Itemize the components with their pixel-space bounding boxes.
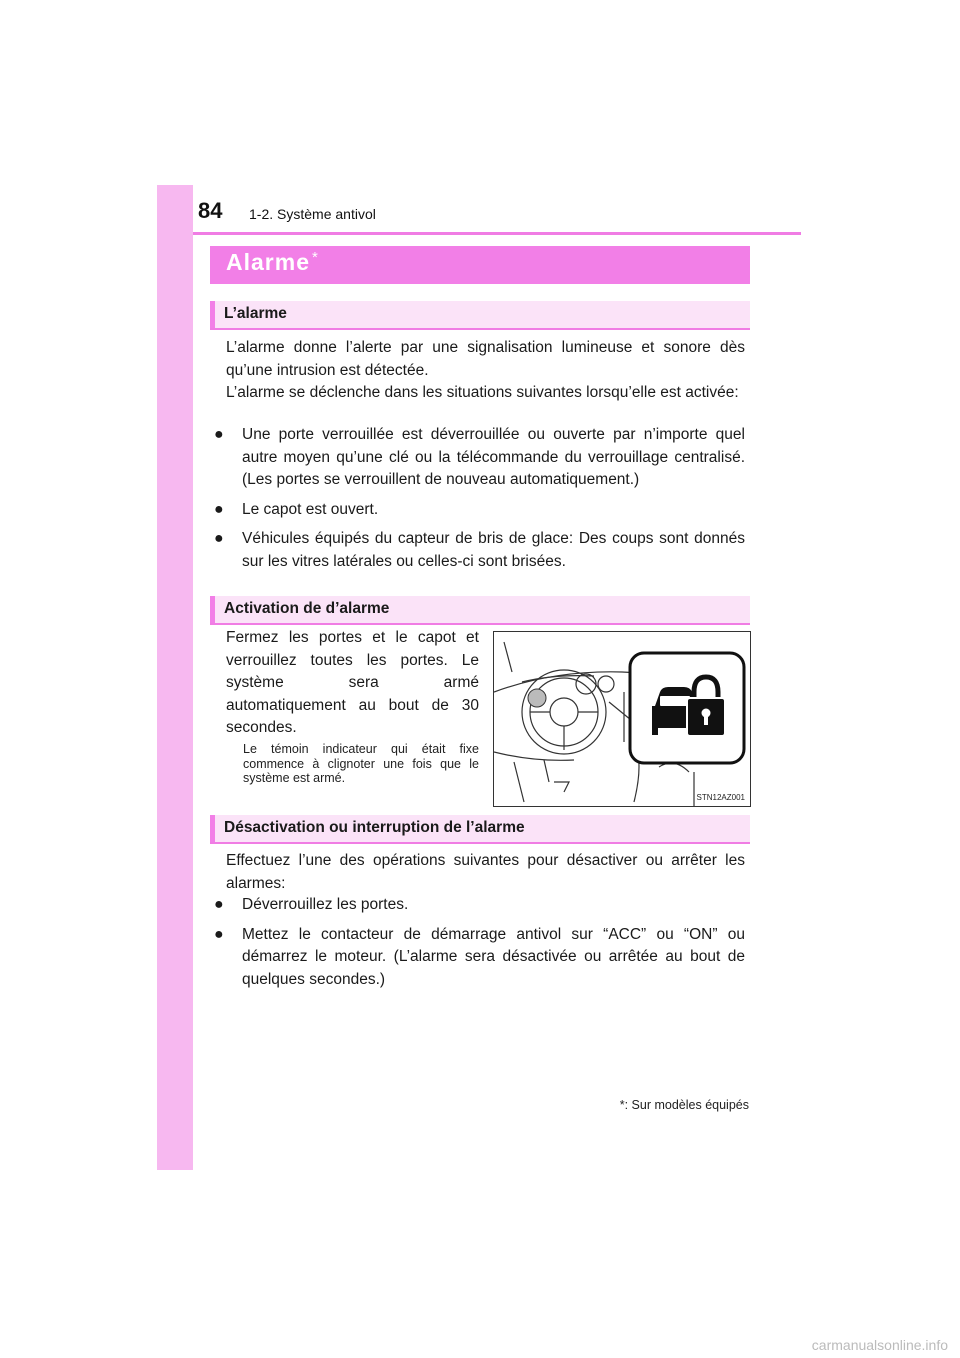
list-item [214,894,745,917]
page-title-bar [210,246,750,284]
list-item-text: Déverrouillez les portes. [242,896,409,913]
bullet-icon: ● [214,530,224,547]
list-item-text: Le capot est ouvert. [242,500,379,518]
list-item [214,528,745,573]
trigger-conditions-list [214,424,745,580]
activation-paragraph: Fermez les portes et le capot et verrouillez toutes les portes. Le système sera armé automatiquement au bout de 30 secondes. [226,629,479,737]
list-item-text: Une porte verrouillée est déverrouillée ou ouverte par n’importe quel autre moyen qu’une clé ou la télécommande du verrouillage centralisé. (Les portes se verrouillent de nouveau automatiquement.) [242,426,745,488]
list-item-text: Mettez le contacteur de démarrage antivol sur “ACC” ou “ON” ou démarrez le moteur. (L’alarme sera désactivée ou arrêtée au bout de quelques secondes.) [242,925,745,988]
bullet-icon: ● [214,426,224,443]
intro-paragraph: L’alarme se déclenche dans les situations suivantes lorsqu’elle est activée: [226,384,739,401]
section-title: L’alarme [224,305,287,322]
section-heading-deactivation [210,815,750,844]
page-title-text: Alarme [226,249,310,275]
dashboard-illustration [493,631,751,807]
list-item [214,499,745,522]
section-intro [226,337,745,405]
page-title [226,249,319,276]
watermark-text: carmanualsonline.info [811,1337,948,1353]
bullet-icon: ● [214,500,224,518]
chapter-title: 1-2. Système antivol [249,206,376,222]
equipment-marker: * [311,249,319,266]
list-item [214,924,745,992]
chapter-side-tab [157,185,193,1170]
bullet-icon: ● [214,896,224,913]
section-title: Désactivation ou interruption de l’alarme [224,819,525,836]
section-heading-alarm [210,301,750,330]
section-title: Activation de d’alarme [224,600,390,617]
deactivation-methods-list [214,894,745,998]
equipment-footnote: *: Sur modèles équipés [619,1098,749,1112]
indicator-highlight [528,689,546,707]
section-heading-activation [210,596,750,625]
intro-paragraph: L’alarme donne l’alerte par une signalisation lumineuse et sonore dès qu’une intrusion est détectée. [226,339,745,379]
header-divider [193,232,801,235]
figure-code: STN12AZ001 [696,793,745,802]
dashboard-drawing [494,632,750,806]
list-item-text: Véhicules équipés du capteur de bris de glace: Des coups sont donnés sur les vitres latérales ou celles-ci sont brisées. [242,530,745,570]
activation-note: Le témoin indicateur qui était fixe commence à clignoter une fois que le système est armé. [243,742,479,785]
page-number: 84 [198,198,223,223]
list-item [214,424,745,492]
deactivation-intro: Effectuez l’une des opérations suivantes pour désactiver ou arrêter les alarmes: [226,852,745,892]
bullet-icon: ● [214,925,224,943]
